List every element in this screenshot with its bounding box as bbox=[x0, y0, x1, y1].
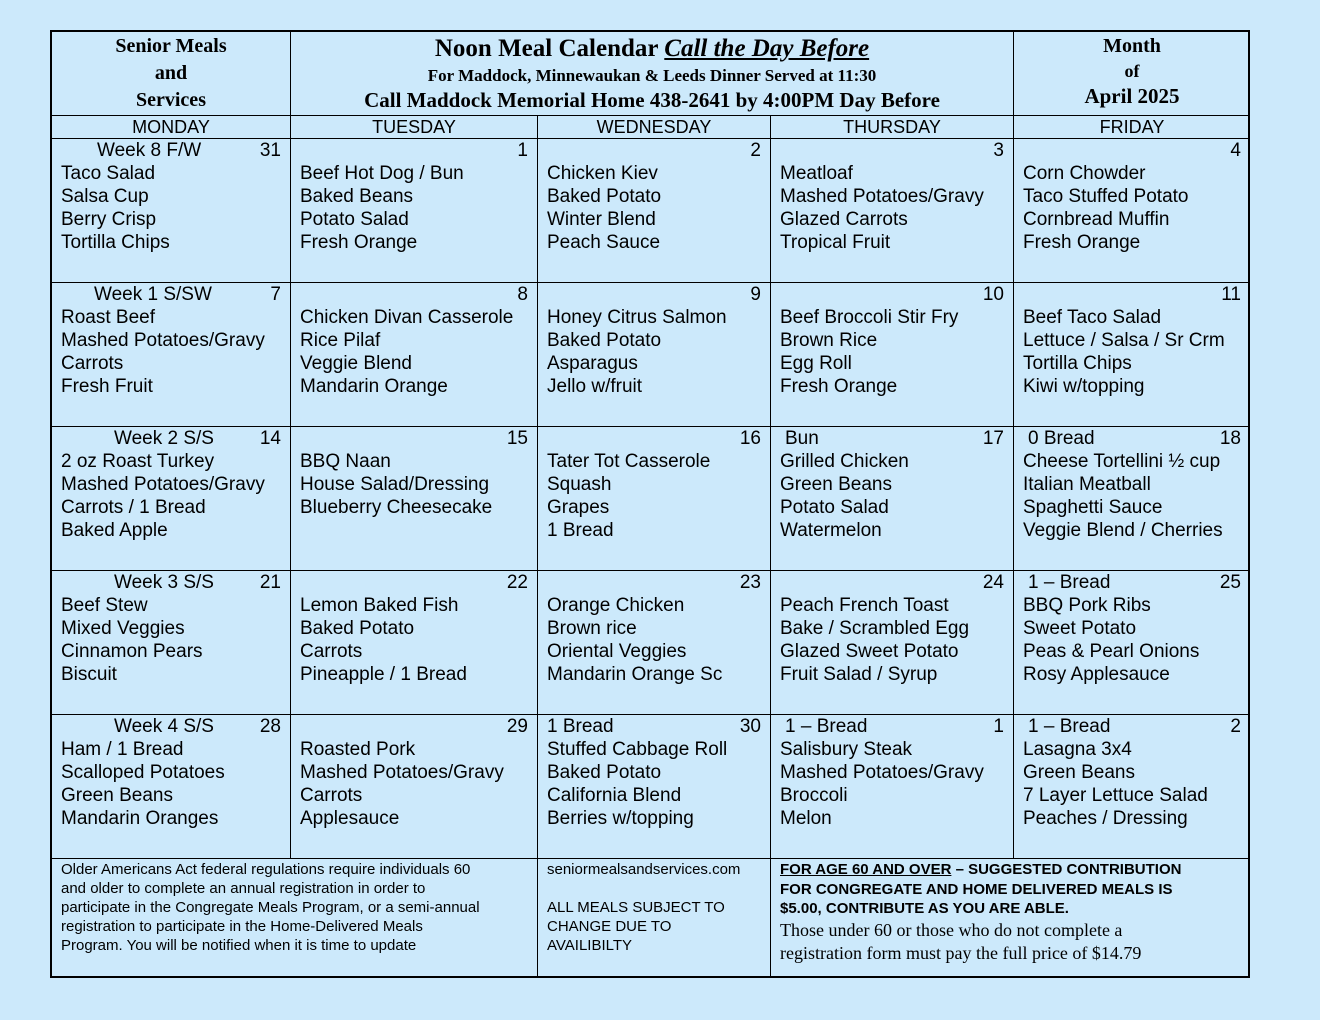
org-name-box bbox=[52, 32, 291, 116]
menu-item: Fresh Fruit bbox=[61, 376, 153, 397]
month-line3: April 2025 bbox=[1084, 84, 1180, 108]
menu-item: Mandarin Orange bbox=[300, 376, 448, 397]
menu-item: Berry Crisp bbox=[61, 209, 157, 230]
menu-items bbox=[52, 162, 290, 254]
menu-item: Scalloped Potatoes bbox=[61, 762, 225, 783]
menu-item: Mashed Potatoes/Gravy bbox=[300, 762, 504, 783]
menu-item: Egg Roll bbox=[780, 353, 852, 374]
menu-item: Carrots bbox=[300, 641, 363, 662]
day-cell bbox=[52, 427, 291, 571]
day-header-thursday: THURSDAY bbox=[771, 116, 1014, 139]
menu-item: Blueberry Cheesecake bbox=[300, 497, 493, 518]
date-number: 2 bbox=[1230, 716, 1241, 737]
page-title bbox=[291, 34, 1013, 64]
menu-item: Squash bbox=[547, 474, 612, 495]
day-note: 0 Bread bbox=[1028, 428, 1095, 449]
menu-item: Carrots / 1 Bread bbox=[61, 497, 206, 518]
menu-item: Rosy Applesauce bbox=[1023, 664, 1170, 685]
menu-item: Mashed Potatoes/Gravy bbox=[61, 474, 265, 495]
date-number: 1 bbox=[517, 140, 528, 161]
menu-item: Green Beans bbox=[61, 785, 173, 806]
menu-items bbox=[1014, 738, 1250, 830]
menu-item: Rice Pilaf bbox=[300, 330, 381, 351]
date-number: 3 bbox=[993, 140, 1004, 161]
menu-item: Grapes bbox=[547, 497, 610, 518]
day-cell bbox=[52, 139, 291, 283]
week-label: Week 2 S/S bbox=[114, 428, 214, 449]
regulation-line: Older Americans Act federal regulations require individuals 60 bbox=[61, 861, 471, 878]
date-number: 23 bbox=[739, 572, 761, 593]
day-note: Bun bbox=[785, 428, 819, 449]
menu-item: Taco Salad bbox=[61, 163, 156, 184]
menu-item: Biscuit bbox=[61, 664, 117, 685]
org-name-line1: Senior Meals bbox=[115, 35, 227, 57]
regulation-notice bbox=[52, 859, 538, 978]
week-label: Week 8 F/W bbox=[97, 140, 202, 161]
org-name-line2: and bbox=[154, 62, 188, 84]
date-number: 28 bbox=[259, 716, 281, 737]
age-heading: FOR AGE 60 AND OVER bbox=[780, 861, 952, 878]
month-box bbox=[1014, 32, 1250, 116]
menu-item: Roasted Pork bbox=[300, 739, 416, 760]
menu-items bbox=[538, 306, 770, 398]
date-number: 4 bbox=[1230, 140, 1241, 161]
day-cell bbox=[771, 283, 1014, 427]
menu-item: Peach Sauce bbox=[547, 232, 661, 253]
date-number: 24 bbox=[982, 572, 1004, 593]
menu-items bbox=[291, 162, 537, 254]
menu-items bbox=[538, 738, 770, 830]
day-cell bbox=[538, 715, 771, 859]
menu-item: Fresh Orange bbox=[1023, 232, 1141, 253]
menu-item: Kiwi w/topping bbox=[1023, 376, 1145, 397]
menu-items bbox=[1014, 594, 1250, 686]
menu-item: Potato Salad bbox=[780, 497, 889, 518]
menu-item: Beef Stew bbox=[61, 595, 148, 616]
menu-item: House Salad/Dressing bbox=[300, 474, 490, 495]
menu-item: Cornbread Muffin bbox=[1023, 209, 1170, 230]
menu-item: Glazed Carrots bbox=[780, 209, 908, 230]
menu-item: Mandarin Oranges bbox=[61, 808, 219, 829]
day-cell bbox=[52, 283, 291, 427]
month-line2: of bbox=[1124, 61, 1140, 81]
menu-item: Potato Salad bbox=[300, 209, 409, 230]
day-cell bbox=[771, 571, 1014, 715]
regulation-line: and older to complete an annual registration in order to bbox=[61, 880, 426, 897]
menu-item: Oriental Veggies bbox=[547, 641, 687, 662]
menu-item: Cheese Tortellini ½ cup bbox=[1023, 451, 1221, 472]
website-notice bbox=[538, 859, 771, 978]
menu-item: Baked Potato bbox=[547, 762, 662, 783]
day-note: 1 Bread bbox=[547, 716, 614, 737]
menu-items bbox=[291, 450, 537, 519]
day-cell bbox=[52, 571, 291, 715]
menu-item: Italian Meatball bbox=[1023, 474, 1151, 495]
day-cell bbox=[1014, 427, 1250, 571]
menu-items bbox=[1014, 162, 1250, 254]
menu-item: 7 Layer Lettuce Salad bbox=[1023, 785, 1208, 806]
menu-item: Orange Chicken bbox=[547, 595, 685, 616]
menu-item: Baked Apple bbox=[61, 520, 168, 541]
menu-item: Mixed Veggies bbox=[61, 618, 185, 639]
menu-item: Beef Taco Salad bbox=[1023, 307, 1162, 328]
menu-item: Cinnamon Pears bbox=[61, 641, 203, 662]
price-line: registration form must pay the full price of $14.79 bbox=[780, 942, 1142, 963]
date-number: 11 bbox=[1221, 284, 1241, 305]
org-name-line3: Services bbox=[136, 89, 206, 111]
menu-items bbox=[1014, 450, 1250, 542]
meal-calendar bbox=[50, 30, 1250, 978]
menu-item: Pineapple / 1 Bread bbox=[300, 664, 467, 685]
menu-items bbox=[291, 738, 537, 830]
contribution-line: FOR CONGREGATE AND HOME DELIVERED MEALS IS bbox=[780, 880, 1173, 898]
price-line: Those under 60 or those who do not complete a bbox=[780, 919, 1123, 940]
menu-item: Brown rice bbox=[547, 618, 637, 639]
day-header-friday: FRIDAY bbox=[1014, 116, 1250, 139]
menu-item: Taco Stuffed Potato bbox=[1023, 186, 1189, 207]
menu-item: Broccoli bbox=[780, 785, 848, 806]
menu-item: 2 oz Roast Turkey bbox=[61, 451, 215, 472]
title-emphasis: Call the Day Before bbox=[664, 35, 870, 62]
day-cell bbox=[1014, 283, 1250, 427]
menu-item: Melon bbox=[780, 808, 832, 829]
day-cell bbox=[771, 715, 1014, 859]
menu-item: Tropical Fruit bbox=[780, 232, 891, 253]
date-number: 16 bbox=[739, 428, 761, 449]
menu-item: Baked Potato bbox=[547, 330, 662, 351]
day-cell bbox=[538, 427, 771, 571]
day-header-tuesday: TUESDAY bbox=[291, 116, 538, 139]
menu-item: Grilled Chicken bbox=[780, 451, 909, 472]
day-cell bbox=[1014, 571, 1250, 715]
menu-item: Veggie Blend bbox=[300, 353, 412, 374]
menu-item: Bake / Scrambled Egg bbox=[780, 618, 970, 639]
menu-item: Fresh Orange bbox=[780, 376, 898, 397]
menu-item: Glazed Sweet Potato bbox=[780, 641, 959, 662]
menu-item: Carrots bbox=[300, 785, 363, 806]
day-cell bbox=[771, 139, 1014, 283]
day-cell bbox=[1014, 715, 1250, 859]
date-number: 1 bbox=[993, 716, 1004, 737]
menu-item: Carrots bbox=[61, 353, 124, 374]
menu-item: Mashed Potatoes/Gravy bbox=[780, 762, 984, 783]
menu-item: Meatloaf bbox=[780, 163, 853, 184]
menu-item: Green Beans bbox=[780, 474, 892, 495]
day-cell bbox=[291, 139, 538, 283]
service-subtitle: For Maddock, Minnewaukan & Leeds Dinner Served at 11:30 bbox=[427, 66, 877, 85]
menu-items bbox=[291, 306, 537, 398]
menu-items bbox=[771, 450, 1013, 542]
date-number: 29 bbox=[506, 716, 528, 737]
menu-item: Fresh Orange bbox=[300, 232, 418, 253]
menu-item: Spaghetti Sauce bbox=[1023, 497, 1163, 518]
day-header-wednesday: WEDNESDAY bbox=[538, 116, 771, 139]
menu-item: Winter Blend bbox=[547, 209, 656, 230]
menu-items bbox=[52, 738, 290, 830]
date-number: 10 bbox=[982, 284, 1004, 305]
title-plain: Noon Meal Calendar bbox=[434, 35, 665, 62]
date-number: 22 bbox=[506, 572, 528, 593]
menu-item: Mashed Potatoes/Gravy bbox=[61, 330, 265, 351]
menu-item: BBQ Pork Ribs bbox=[1023, 595, 1151, 616]
date-number: 14 bbox=[259, 428, 281, 449]
menu-item: Watermelon bbox=[780, 520, 882, 541]
day-note: 1 – Bread bbox=[785, 716, 868, 737]
regulation-line: participate in the Congregate Meals Program, or a semi-annual bbox=[61, 899, 480, 916]
subject-line: ALL MEALS SUBJECT TO bbox=[547, 899, 725, 916]
title-box bbox=[291, 32, 1014, 116]
week-label: Week 4 S/S bbox=[114, 716, 214, 737]
menu-item: Lasagna 3x4 bbox=[1023, 739, 1132, 760]
date-number: 8 bbox=[517, 284, 528, 305]
menu-item: Honey Citrus Salmon bbox=[547, 307, 727, 328]
week-label: Week 3 S/S bbox=[114, 572, 214, 593]
call-instructions: Call Maddock Memorial Home 438-2641 by 4:00PM Day Before bbox=[364, 88, 940, 112]
date-number: 15 bbox=[506, 428, 528, 449]
day-note: 1 – Bread bbox=[1028, 572, 1111, 593]
menu-item: BBQ Naan bbox=[300, 451, 391, 472]
menu-item: Baked Beans bbox=[300, 186, 414, 207]
menu-item: Tortilla Chips bbox=[61, 232, 170, 253]
date-number: 17 bbox=[982, 428, 1004, 449]
contribution-text: – SUGGESTED CONTRIBUTION bbox=[951, 861, 1182, 878]
menu-item: Lemon Baked Fish bbox=[300, 595, 459, 616]
contribution-line: $5.00, CONTRIBUTE AS YOU ARE ABLE. bbox=[780, 900, 1069, 917]
date-number: 2 bbox=[750, 140, 761, 161]
menu-item: California Blend bbox=[547, 785, 682, 806]
week-label: Week 1 S/SW bbox=[94, 284, 212, 305]
menu-item: Peaches / Dressing bbox=[1023, 808, 1188, 829]
menu-item: Tortilla Chips bbox=[1023, 353, 1132, 374]
menu-items bbox=[52, 450, 290, 542]
menu-item: Mashed Potatoes/Gravy bbox=[780, 186, 984, 207]
menu-item: Brown Rice bbox=[780, 330, 878, 351]
menu-item: Berries w/topping bbox=[547, 808, 694, 829]
date-number: 21 bbox=[259, 572, 281, 593]
day-cell bbox=[52, 715, 291, 859]
date-number: 9 bbox=[750, 284, 761, 305]
date-number: 7 bbox=[270, 284, 281, 305]
menu-item: Chicken Kiev bbox=[547, 163, 658, 184]
day-cell bbox=[291, 427, 538, 571]
website-url: seniormealsandservices.com bbox=[547, 861, 741, 878]
menu-item: Peas & Pearl Onions bbox=[1023, 641, 1200, 662]
menu-item: Asparagus bbox=[547, 353, 638, 374]
day-cell bbox=[771, 427, 1014, 571]
subject-line: AVAILIBILTY bbox=[547, 937, 633, 954]
menu-item: Lettuce / Salsa / Sr Crm bbox=[1023, 330, 1225, 351]
regulation-line: registration to participate in the Home-Delivered Meals bbox=[61, 918, 423, 935]
menu-items bbox=[771, 162, 1013, 254]
date-number: 25 bbox=[1219, 572, 1241, 593]
date-number: 31 bbox=[259, 140, 281, 161]
menu-items bbox=[771, 594, 1013, 686]
day-cell bbox=[291, 715, 538, 859]
menu-items bbox=[291, 594, 537, 686]
menu-item: Fruit Salad / Syrup bbox=[780, 664, 938, 685]
menu-item: Baked Potato bbox=[547, 186, 662, 207]
menu-items bbox=[1014, 306, 1250, 398]
day-cell bbox=[538, 283, 771, 427]
menu-item: Baked Potato bbox=[300, 618, 415, 639]
day-cell bbox=[291, 283, 538, 427]
menu-item: Beef Hot Dog / Bun bbox=[300, 163, 464, 184]
menu-items bbox=[771, 306, 1013, 398]
menu-items bbox=[538, 162, 770, 254]
menu-item: Veggie Blend / Cherries bbox=[1023, 520, 1223, 541]
date-number: 30 bbox=[739, 716, 761, 737]
menu-item: Corn Chowder bbox=[1023, 163, 1146, 184]
menu-item: Jello w/fruit bbox=[547, 376, 643, 397]
menu-item: Mandarin Orange Sc bbox=[547, 664, 723, 685]
day-cell bbox=[1014, 139, 1250, 283]
menu-item: Peach French Toast bbox=[780, 595, 949, 616]
menu-item: Beef Broccoli Stir Fry bbox=[780, 307, 959, 328]
menu-item: Sweet Potato bbox=[1023, 618, 1137, 639]
menu-item: Chicken Divan Casserole bbox=[300, 307, 514, 328]
menu-item: Ham / 1 Bread bbox=[61, 739, 184, 760]
menu-item: 1 Bread bbox=[547, 520, 614, 541]
menu-items bbox=[538, 594, 770, 686]
menu-items bbox=[538, 450, 770, 542]
contribution-notice bbox=[771, 859, 1250, 978]
menu-item: Salsa Cup bbox=[61, 186, 149, 207]
menu-items bbox=[771, 738, 1013, 830]
date-number: 18 bbox=[1219, 428, 1241, 449]
menu-item: Salisbury Steak bbox=[780, 739, 913, 760]
menu-item: Stuffed Cabbage Roll bbox=[547, 739, 728, 760]
day-cell bbox=[291, 571, 538, 715]
subject-line: CHANGE DUE TO bbox=[547, 918, 672, 935]
menu-item: Tater Tot Casserole bbox=[547, 451, 711, 472]
menu-item: Roast Beef bbox=[61, 307, 155, 328]
regulation-line: Program. You will be notified when it is time to update bbox=[61, 937, 417, 954]
day-header-monday: MONDAY bbox=[52, 116, 291, 139]
day-cell bbox=[538, 571, 771, 715]
menu-item: Applesauce bbox=[300, 808, 400, 829]
day-note: 1 – Bread bbox=[1028, 716, 1111, 737]
menu-item: Green Beans bbox=[1023, 762, 1135, 783]
day-cell bbox=[538, 139, 771, 283]
menu-items bbox=[52, 594, 290, 686]
month-line1: Month bbox=[1103, 35, 1161, 57]
menu-items bbox=[52, 306, 290, 398]
